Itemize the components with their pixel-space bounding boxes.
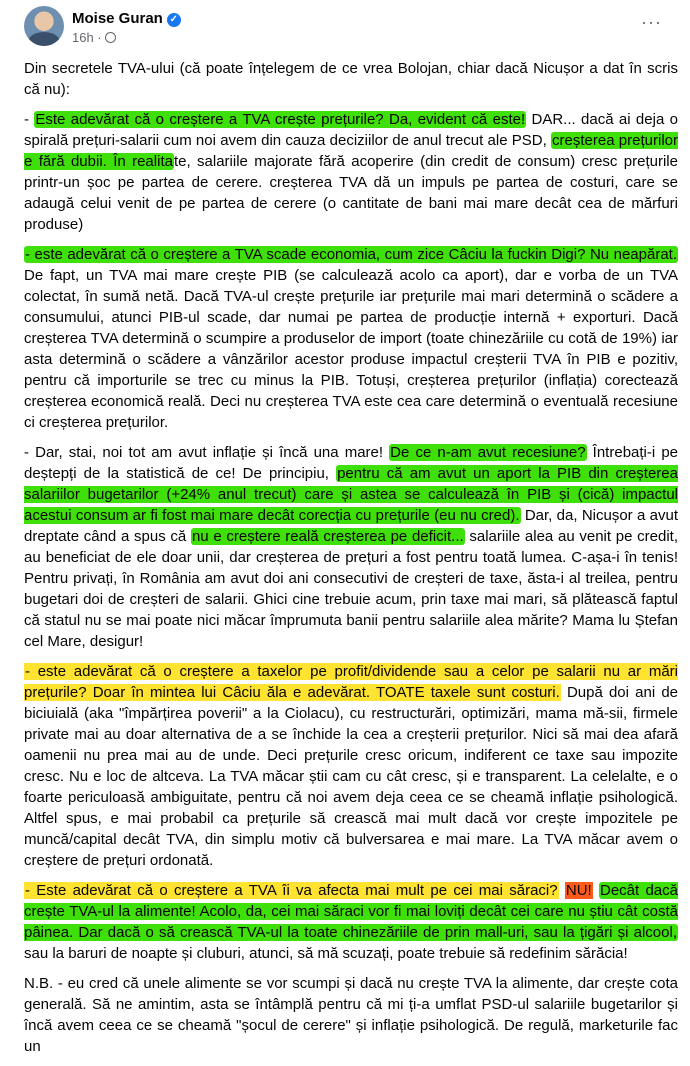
- p3-highlight-1: De ce n-am avut recesiune?: [390, 444, 586, 461]
- p3-highlight-3: nu e creștere reală creșterea pe deficit...: [191, 528, 464, 545]
- p5-text-f: sau la baruri de noapte și cluburi, atunci, să mă scuzați, poate trebuie să redefinim sărăcia!: [24, 945, 628, 962]
- author-name[interactable]: [72, 10, 181, 27]
- paragraph-3: [24, 442, 678, 652]
- author-name-text[interactable]: Moise Guran: [72, 10, 163, 27]
- p1-highlight-1: Este adevărat că o creștere a TVA crește prețurile? Da, evident că este!: [35, 111, 526, 128]
- post-meta: [72, 30, 116, 45]
- p2-highlight: - este adevărat că o creștere a TVA scade economia, cum zice Câciu la fuckin Digi? Nu neapărat.: [25, 246, 677, 263]
- globe-icon: [105, 32, 116, 43]
- p3-text-g: salariile alea au venit pe credit, au beneficiat de ele doar unii, dar creșterea de prețuri a fost pentru toată lumea. C-așa-i în tenis! Pentru privați, în România am avut doi ani consecutivi de creșteri de taxe, ăsta-i al treilea, pentru bugetari doi de creșteri de salarii. Ghici cine trebuie acum, prin taxe mai mari, să plătească faptul că statul nu se mai poate nici măcar împrumuta banii pentru salariile alea mărite? Mama lu Ștefan cel Mare, desigur!: [24, 528, 678, 650]
- p3-text-c: Întrebați-i pe deștepți de la statistică de ce! De principiu,: [24, 444, 678, 482]
- paragraph-5: [24, 880, 678, 964]
- avatar-figure: [28, 32, 60, 46]
- paragraph-1: [24, 109, 678, 235]
- p5-highlight-yellow: - Este adevărat că o creștere a TVA îi va afecta mai mult pe cei mai săraci?: [25, 882, 558, 899]
- post-header: [24, 6, 674, 50]
- p5-highlight-green: Decât dacă crește TVA-ul la alimente! Acolo, da, cei mai săraci vor fi mai loviți decât cei care nu știu cât costă pâinea. Dar dacă o să crească TVA-ul la toate chinezăriile de prin mall-uri, sau la țigări și alcool,: [24, 882, 678, 941]
- p4-highlight: - este adevărat că o creștere a taxelor pe profit/dividende sau a celor pe salarii nu ar mări prețurile? Doar în mintea lui Câciu ăla e adevărat. TOATE taxele sunt costuri.: [24, 663, 678, 701]
- p4-text-b: După doi ani de biciuială (aka "împărțirea poverii" a la Ciolacu), cu restructurări, optimizări, mama mă-sii, firmele private mai au doar alternativa de a se închide la cea a creșterii prețurilor. Nici să mai dea afară oamenii nu prea mai au de unde. Deci prețurile cresc oricum, indiferent ce taxe sau impozite cresc. Nu e loc de altceva. La TVA măcar știi cam cu cât cresc, și e transparent. La celelalte, e o foarte periculoasă ambiguitate, pentru că noi avem deja ceea ce se cheamă inflație psihologică. Altfel spus, e mai probabil ca prețurile să crească mai mult dacă vor crește impozitele pe muncă/capital decât TVA, din simplu motiv că bulversarea e mai mare. La TVA măcar avem o creștere de prețuri ordonată.: [24, 684, 679, 869]
- paragraph-intro: Din secretele TVA-ului (că poate înțelegem de ce vrea Bolojan, chiar dacă Nicușor a dat în scris că nu):: [24, 60, 678, 98]
- p2-text-b: De fapt, un TVA mai mare crește PIB (se calculează acolo ca aport), dar e vorba de un TVA colectat, în sumă netă. Dacă TVA-ul crește prețurile iar prețurile mai mari determină o scădere a consumului, atunci PIB-ul scade, dar numai pe partea de producție internă + exporturi. Dacă creșterea TVA determină o scumpire a produselor de import (toate chinezăriile cu cotă de 19%) iar asta determină o scădere a vânzărilor acestor produse impactul creșterii TVA în PIB e pozitiv, pentru că importurile se trec cu minus la PIB. Totuși, creșterea prețurilor (inflația) corectează creșterea economică reală. Deci nu creșterea TVA este cea care determină o eventuală recesiune ci creșterea prețurilor.: [24, 267, 678, 431]
- p3-text-e: Dar, da, Nicușor a avut dreptate când a spus că: [24, 507, 678, 545]
- verified-badge-icon: ✓: [167, 13, 181, 27]
- p1-text-c: DAR... dacă ai deja o spirală prețuri-salarii cum noi avem din cauza deciziilor de anul trecut ale PSD,: [24, 111, 678, 149]
- paragraph-6: N.B. - eu cred că unele alimente se vor scumpi și dacă nu crește TVA la alimente, dar crește cota generală. Să ne amintim, asta se întâmplă pentru că mi ți-a umflat PSD-ul salariile bugetarilor și încă avem ceea ce se cheamă "șocul de cerere" și inflație psihologică. De regulă, marketurile fac un: [24, 975, 678, 1055]
- avatar[interactable]: [24, 6, 64, 46]
- paragraph-2: [24, 244, 678, 433]
- p3-text-a: - Dar, stai, noi tot am avut inflație și încă una mare!: [24, 444, 390, 461]
- p1-text-a: -: [24, 111, 35, 128]
- p1-text-e: te, salariile majorate fără acoperire (din credit de consum) cresc prețurile printr-un șoc pe partea de cerere. creșterea TVA dă un impuls pe partea de costuri, care se adaugă celui venit de pe partea de cerere (o cantitate de bani mai mare decât cea de mărfuri produse): [24, 153, 678, 233]
- p3-highlight-2: pentru că am avut un aport la PIB din creșterea salariilor bugetarilor (+24% anul trecut) care și astea se calculează în PIB și (cică) impactul acestui consum ar fi fost mai mare decât corecția cu prețurile (eu nu cred).: [24, 465, 678, 524]
- more-options-button[interactable]: ···: [641, 12, 662, 32]
- paragraph-4: [24, 661, 678, 871]
- post-time[interactable]: 16h ·: [72, 30, 102, 45]
- post-body: [24, 58, 678, 1066]
- p5-highlight-orange: NU!: [565, 882, 592, 899]
- p1-highlight-2: creșterea prețurilor e fără dubii. În realita: [24, 132, 678, 170]
- p5-space-1: [559, 882, 565, 899]
